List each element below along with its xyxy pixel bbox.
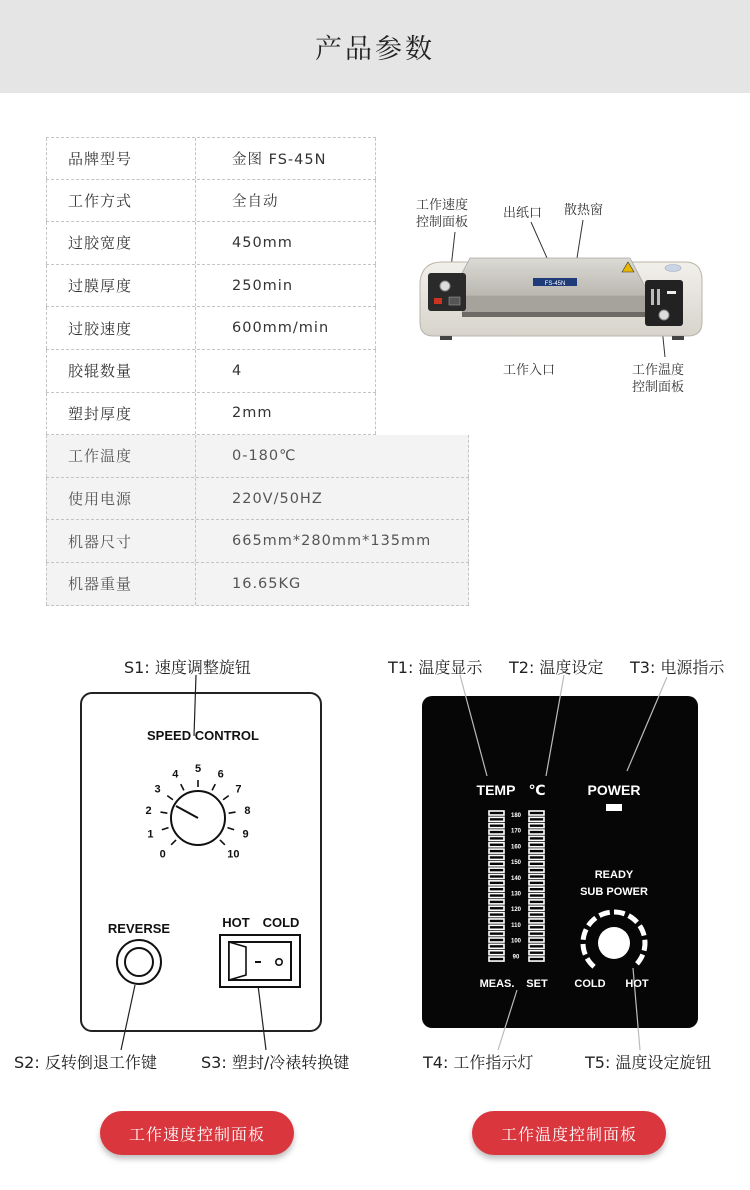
led-segment [489, 830, 504, 834]
dial-number: 10 [227, 848, 240, 861]
speed-knob-icon [440, 281, 450, 291]
led-segment [489, 913, 504, 917]
dial-number: 8 [244, 805, 251, 818]
temp-scale-label: 150 [510, 860, 522, 867]
led-segment [529, 824, 544, 828]
led-segment [489, 875, 504, 879]
power-indicator [606, 804, 622, 811]
led-segment [529, 932, 544, 936]
temp-scale-label: 110 [511, 922, 521, 929]
led-segment [489, 957, 504, 961]
dial-number: 6 [217, 768, 224, 781]
caption-t2: T2: 温度设定 [509, 658, 604, 677]
knob-arc-segment [583, 929, 586, 939]
led-segment [529, 938, 544, 942]
temp-scale-label: 90 [512, 954, 520, 961]
spec-label: 塑封厚度 [46, 393, 196, 435]
spec-label: 机器重量 [46, 563, 196, 605]
set-label: SET [526, 978, 548, 990]
spec-row [46, 563, 469, 606]
led-segment [529, 881, 544, 885]
speed-panel-button[interactable]: 工作速度控制面板 [100, 1111, 294, 1155]
led-segment [489, 887, 504, 891]
dial-number: 5 [194, 763, 202, 775]
led-segment [529, 836, 544, 840]
dial-number: 3 [154, 783, 161, 796]
led-segment [489, 919, 504, 923]
spec-label: 胶辊数量 [46, 350, 196, 392]
caption-t4: T4: 工作指示灯 [423, 1053, 534, 1072]
spec-label: 机器尺寸 [46, 520, 196, 562]
spec-row [46, 435, 469, 478]
led-segment [489, 900, 504, 904]
callout-text: 工作温度 [632, 363, 685, 378]
led-segment [529, 894, 544, 898]
temp-knob-icon [659, 310, 669, 320]
reverse-label: REVERSE [107, 921, 171, 936]
led-segment [529, 855, 544, 859]
callout-vent: 散热窗 [564, 203, 604, 218]
knob-arc-segment [583, 944, 585, 955]
hot-label: HOT [222, 915, 250, 930]
led-segment [489, 811, 504, 815]
callout-text: 工作速度 [416, 198, 469, 213]
led-segment [529, 862, 544, 866]
dial-number: 1 [147, 828, 154, 841]
knob-arc-segment [587, 958, 594, 966]
callout-paper-exit: 出纸口 [503, 206, 543, 221]
page-title: 产品参数 [315, 34, 435, 65]
dial-number: 2 [145, 805, 152, 818]
dial-number: 4 [172, 768, 179, 781]
temp-knob[interactable] [598, 927, 630, 959]
spec-value: 600mm/min [196, 307, 376, 349]
knob-arc-segment [644, 940, 645, 951]
spec-value: 4 [196, 350, 376, 392]
led-segment [489, 836, 504, 840]
spec-value: 450mm [196, 222, 376, 264]
led-segment [529, 843, 544, 847]
spec-value: 金图 FS-45N [196, 138, 376, 179]
temp-scale-label: 160 [510, 844, 522, 851]
led-segment [529, 849, 544, 853]
knob-arc-segment [588, 918, 596, 926]
temp-scale-label: 170 [510, 828, 522, 835]
spec-label: 品牌型号 [46, 138, 196, 179]
led-segment [489, 855, 504, 859]
led-segment [529, 887, 544, 891]
knob-arc-segment [629, 916, 638, 923]
spec-value: 220V/50HZ [196, 478, 469, 520]
knob-arc-segment [599, 912, 609, 915]
model-tag: FS-45N [544, 281, 566, 287]
led-segment [489, 862, 504, 866]
caption-t3: T3: 电源指示 [630, 658, 725, 677]
spec-value: 16.65KG [196, 563, 469, 605]
sub-power-label: SUB POWER [580, 886, 648, 898]
led-segment [489, 849, 504, 853]
led-segment [529, 868, 544, 872]
led-segment [489, 881, 504, 885]
callout-entry: 工作入口 [503, 363, 556, 378]
cold-label: COLD [262, 915, 300, 930]
led-segment [529, 875, 544, 879]
celsius-label: ℃ [528, 783, 546, 799]
led-segment [529, 957, 544, 961]
knob-arc-segment [640, 926, 644, 936]
callout-text: 控制面板 [416, 215, 469, 230]
spec-value: 全自动 [196, 180, 376, 222]
led-segment [489, 868, 504, 872]
temp-scale-label: 140 [510, 875, 522, 882]
led-segment [529, 951, 544, 955]
led-segment [529, 919, 544, 923]
spec-label: 过膜厚度 [46, 265, 196, 307]
led-segment [529, 900, 544, 904]
led-segment [529, 906, 544, 910]
led-segment [489, 944, 504, 948]
spec-value: 2mm [196, 393, 376, 435]
led-segment [489, 843, 504, 847]
led-segment [529, 944, 544, 948]
temp-scale-label: 100 [510, 938, 522, 945]
led-segment [489, 932, 504, 936]
spec-label: 过胶宽度 [46, 222, 196, 264]
temp-scale-label: 130 [510, 891, 522, 898]
led-segment [489, 938, 504, 942]
caption-s1: S1: 速度调整旋钮 [124, 658, 251, 677]
dial-number: 7 [235, 783, 242, 796]
power-label: POWER [587, 782, 641, 798]
spec-value: 0-180℃ [196, 435, 469, 477]
dial-number: 9 [242, 828, 249, 841]
temp-panel-drawing [0, 640, 750, 1080]
callout-text: 控制面板 [632, 380, 685, 395]
caption-s3: S3: 塑封/冷裱转换键 [201, 1053, 350, 1072]
ready-label: READY [594, 869, 634, 881]
led-segment [529, 811, 544, 815]
led-segment [489, 817, 504, 821]
caption-t1: T1: 温度显示 [388, 658, 483, 677]
caption-s2: S2: 反转倒退工作键 [14, 1053, 157, 1072]
led-segment [489, 925, 504, 929]
spec-row [46, 520, 469, 563]
knob-cold-label: COLD [574, 978, 606, 990]
spec-label: 工作温度 [46, 435, 196, 477]
spec-row [46, 478, 469, 521]
caption-t5: T5: 温度设定旋钮 [585, 1053, 712, 1072]
temp-scale-label: 180 [510, 813, 522, 819]
knob-arc-segment [614, 912, 625, 914]
temp-panel-button[interactable]: 工作温度控制面板 [472, 1111, 666, 1155]
speed-control-label: SPEED CONTROL [147, 728, 259, 743]
led-segment [529, 925, 544, 929]
spec-value: 665mm*280mm*135mm [196, 520, 469, 562]
knob-hot-label: HOT [625, 978, 649, 990]
knob-arc-segment [637, 955, 643, 964]
led-segment [489, 906, 504, 910]
meas-label: MEAS. [479, 978, 515, 990]
spec-value: 250min [196, 265, 376, 307]
led-segment [529, 913, 544, 917]
temp-label: TEMP [476, 782, 516, 798]
spec-label: 使用电源 [46, 478, 196, 520]
led-segment [489, 894, 504, 898]
spec-label: 工作方式 [46, 180, 196, 222]
led-segment [529, 817, 544, 821]
led-segment [489, 951, 504, 955]
led-segment [489, 824, 504, 828]
temp-scale-label: 120 [510, 907, 522, 914]
dial-number: 0 [159, 848, 166, 861]
machine-illustration [0, 0, 750, 420]
spec-label: 过胶速度 [46, 307, 196, 349]
led-segment [529, 830, 544, 834]
